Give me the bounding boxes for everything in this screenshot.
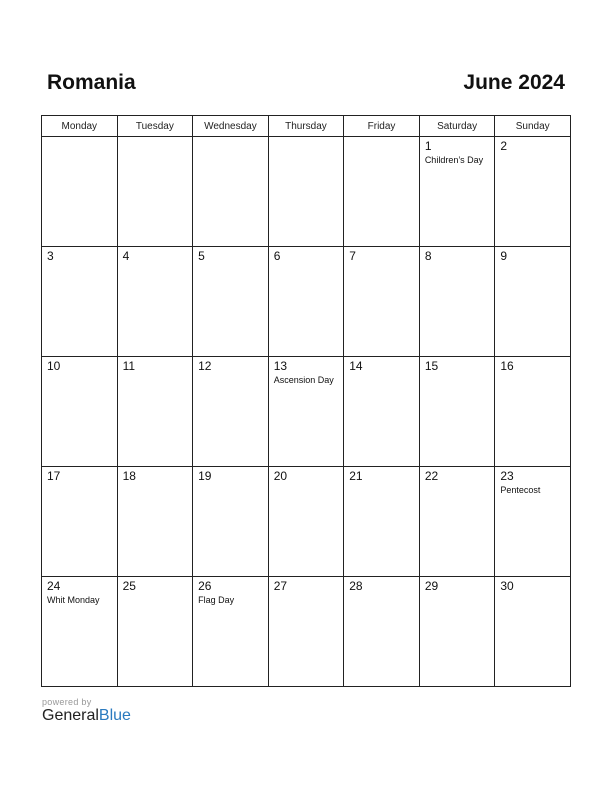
- day-cell: [344, 467, 420, 577]
- day-cell: [495, 357, 571, 467]
- calendar-header: [47, 71, 565, 99]
- day-cell-content: [344, 137, 419, 143]
- day-number: 1: [424, 139, 432, 153]
- day-number: 27: [273, 579, 288, 593]
- day-cell-content: [42, 247, 117, 266]
- day-cell: [419, 467, 495, 577]
- day-number: 24: [47, 579, 61, 593]
- weekday-header: Thursday: [268, 116, 344, 137]
- day-number: 28: [349, 579, 363, 593]
- day-number: 18: [122, 469, 136, 483]
- day-cell-content: [420, 247, 495, 266]
- day-number: 30: [500, 579, 514, 593]
- day-cell: [495, 137, 571, 247]
- day-number: 15: [424, 359, 439, 373]
- day-cell-content: [118, 577, 193, 596]
- empty-day-cell: [193, 137, 269, 247]
- empty-day-cell: [42, 137, 118, 247]
- week-row: [42, 577, 571, 687]
- day-cell: [419, 247, 495, 357]
- day-number: 13: [273, 359, 288, 373]
- day-number: 19: [198, 469, 212, 483]
- day-cell: [193, 357, 269, 467]
- day-number: 26: [198, 579, 212, 593]
- day-cell-content: [42, 467, 117, 486]
- day-cell: [268, 577, 344, 687]
- day-number: 2: [500, 139, 508, 153]
- day-cell-content: [344, 577, 419, 596]
- day-cell-content: [344, 467, 419, 486]
- country-title: Romania: [47, 71, 136, 94]
- day-cell-content: [344, 247, 419, 266]
- holiday-label: Children’s Day: [424, 155, 484, 165]
- day-cell: [495, 467, 571, 577]
- day-cell-content: [420, 467, 495, 486]
- day-number: 10: [47, 359, 61, 373]
- holiday-label: Ascension Day: [273, 375, 334, 385]
- empty-day-cell: [344, 137, 420, 247]
- brand-blue: Blue: [98, 707, 131, 724]
- day-cell: [419, 137, 495, 247]
- day-number: 21: [349, 469, 363, 483]
- day-cell-content: [269, 357, 344, 390]
- day-number: 29: [424, 579, 439, 593]
- day-cell: [193, 247, 269, 357]
- day-cell: [42, 247, 118, 357]
- day-cell-content: [193, 467, 268, 486]
- day-number: 9: [500, 249, 508, 263]
- day-number: 5: [198, 249, 205, 263]
- day-cell: [419, 357, 495, 467]
- day-cell: [495, 577, 571, 687]
- day-cell-content: [193, 577, 268, 610]
- week-row: [42, 357, 571, 467]
- day-number: 14: [349, 359, 363, 373]
- week-row: [42, 467, 571, 577]
- holiday-label: Whit Monday: [47, 595, 100, 605]
- day-number: 23: [500, 469, 514, 483]
- day-number: 25: [122, 579, 136, 593]
- day-cell: [42, 577, 118, 687]
- day-cell-content: [118, 467, 193, 486]
- day-cell-content: [118, 247, 193, 266]
- brand-logo: [42, 707, 131, 725]
- calendar-body: [42, 137, 571, 687]
- day-number: 3: [47, 249, 54, 263]
- day-number: 12: [198, 359, 212, 373]
- day-cell-content: [420, 577, 495, 596]
- day-number: 17: [47, 469, 61, 483]
- day-cell-content: [495, 357, 570, 376]
- day-cell-content: [420, 137, 495, 170]
- day-cell: [117, 357, 193, 467]
- powered-by-text: powered by: [42, 697, 92, 707]
- weekday-header: Monday: [42, 116, 118, 137]
- day-cell-content: [495, 467, 570, 500]
- weekday-header: Sunday: [495, 116, 571, 137]
- calendar-grid: [41, 115, 571, 687]
- day-cell-content: [269, 247, 344, 266]
- day-cell-content: [118, 357, 193, 376]
- day-cell: [117, 577, 193, 687]
- day-cell: [344, 247, 420, 357]
- day-cell: [117, 247, 193, 357]
- day-cell-content: [495, 137, 570, 156]
- brand-general: General: [42, 707, 99, 724]
- day-cell: [117, 467, 193, 577]
- day-number: 20: [273, 469, 288, 483]
- weekday-header: Saturday: [419, 116, 495, 137]
- day-cell-content: [269, 467, 344, 486]
- empty-day-cell: [117, 137, 193, 247]
- day-cell: [193, 467, 269, 577]
- weekday-header: Friday: [344, 116, 420, 137]
- day-number: 6: [273, 249, 281, 263]
- day-cell-content: [42, 577, 117, 610]
- holiday-label: Flag Day: [198, 595, 235, 605]
- day-cell: [193, 577, 269, 687]
- day-cell-content: [193, 247, 268, 266]
- day-cell: [344, 357, 420, 467]
- day-cell-content: [42, 137, 117, 143]
- day-cell: [495, 247, 571, 357]
- day-cell-content: [269, 137, 344, 143]
- day-cell: [344, 577, 420, 687]
- day-number: 8: [424, 249, 432, 263]
- day-cell-content: [118, 137, 193, 143]
- day-cell-content: [495, 577, 570, 596]
- week-row: [42, 137, 571, 247]
- footer: [42, 697, 131, 725]
- weekday-header-row: [42, 116, 571, 137]
- holiday-label: Pentecost: [500, 485, 541, 495]
- day-cell-content: [269, 577, 344, 596]
- day-cell: [42, 357, 118, 467]
- day-number: 4: [122, 249, 130, 263]
- empty-day-cell: [268, 137, 344, 247]
- day-cell: [419, 577, 495, 687]
- day-number: 11: [122, 359, 136, 373]
- day-cell-content: [495, 247, 570, 266]
- month-year-title: June 2024: [463, 71, 565, 94]
- weekday-header: Wednesday: [193, 116, 269, 137]
- day-cell: [42, 467, 118, 577]
- day-cell-content: [42, 357, 117, 376]
- day-cell: [268, 467, 344, 577]
- day-cell-content: [344, 357, 419, 376]
- day-number: 22: [424, 469, 439, 483]
- day-number: 7: [349, 249, 356, 263]
- day-number: 16: [500, 359, 514, 373]
- day-cell: [268, 357, 344, 467]
- day-cell-content: [193, 357, 268, 376]
- day-cell-content: [420, 357, 495, 376]
- day-cell-content: [193, 137, 268, 143]
- weekday-header: Tuesday: [117, 116, 193, 137]
- week-row: [42, 247, 571, 357]
- day-cell: [268, 247, 344, 357]
